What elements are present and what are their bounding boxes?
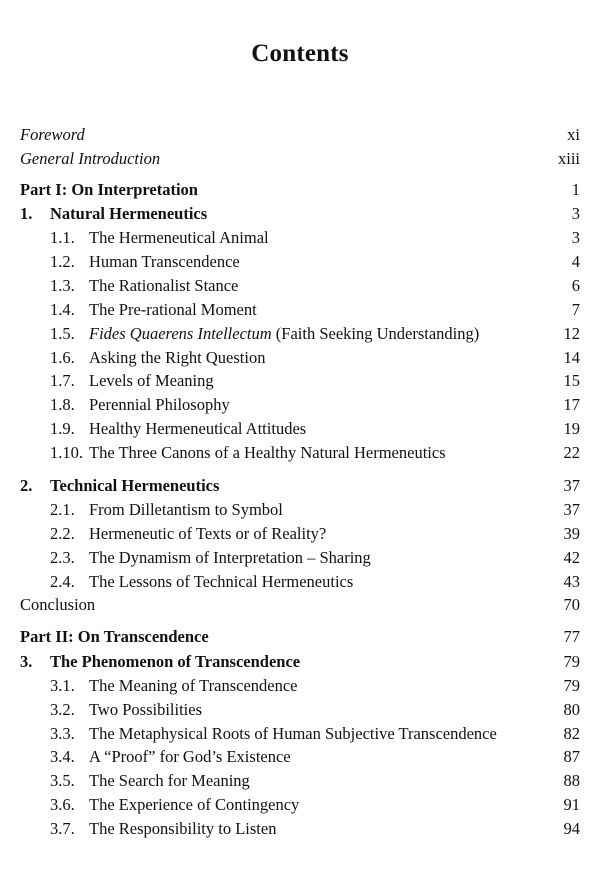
toc-section-1-4[interactable]: [0, 299, 600, 321]
toc-section-3-1[interactable]: [0, 675, 600, 697]
entry-label: The Pre-rational Moment: [89, 300, 257, 319]
entry-number: 3.6.: [50, 795, 75, 814]
toc-part-2[interactable]: [0, 626, 600, 648]
toc-section-1-3[interactable]: [0, 275, 600, 297]
entry-page: 42: [563, 548, 580, 567]
entry-label: Foreword: [20, 125, 85, 144]
toc-chapter-3[interactable]: [0, 651, 600, 673]
entry-number: 3.1.: [50, 676, 75, 695]
page-title: Contents: [251, 40, 349, 67]
entry-page: 3: [571, 204, 580, 223]
entry-number: 2.1.: [50, 500, 75, 519]
entry-page: xi: [567, 125, 580, 144]
entry-number: 1.2.: [50, 252, 75, 271]
toc-section-3-2[interactable]: [0, 699, 600, 721]
toc-section-2-3[interactable]: [0, 547, 600, 569]
entry-number: 2.4.: [50, 572, 75, 591]
entry-number: 1.4.: [50, 300, 75, 319]
entry-page: 17: [563, 395, 580, 414]
entry-label: Asking the Right Question: [89, 348, 266, 367]
entry-label: The Search for Meaning: [89, 771, 250, 790]
entry-label: Two Possibilities: [89, 700, 202, 719]
entry-number: 2.: [20, 476, 33, 495]
entry-label: General Introduction: [20, 149, 161, 168]
entry-label: From Dilletantism to Symbol: [89, 500, 283, 519]
entry-label: Perennial Philosophy: [89, 395, 230, 414]
toc-chapter-1[interactable]: [0, 203, 600, 225]
toc-section-3-7[interactable]: [0, 818, 600, 840]
toc-entry-foreword[interactable]: [0, 124, 600, 146]
entry-page: 7: [571, 300, 580, 319]
toc-section-1-10[interactable]: [0, 442, 600, 464]
entry-number: 1.3.: [50, 276, 75, 295]
entry-label-italic: Fides Quaerens Intellectum: [89, 324, 272, 343]
entry-number: 3.: [20, 652, 33, 671]
entry-label: A “Proof” for God’s Existence: [89, 747, 291, 766]
toc-section-1-2[interactable]: [0, 251, 600, 273]
toc-section-2-1[interactable]: [0, 499, 600, 521]
entry-label: Part I: On Interpretation: [20, 180, 198, 199]
entry-page: 91: [563, 795, 580, 814]
entry-page: xiii: [557, 149, 580, 168]
entry-number: 1.: [20, 204, 33, 223]
toc-section-3-4[interactable]: [0, 746, 600, 768]
entry-number: 2.3.: [50, 548, 75, 567]
entry-page: 94: [563, 819, 580, 838]
entry-number: 1.9.: [50, 419, 75, 438]
entry-label: The Three Canons of a Healthy Natural Hermeneutics: [89, 443, 446, 462]
toc-section-3-3[interactable]: [0, 723, 600, 745]
entry-page: 6: [571, 276, 580, 295]
entry-label: Technical Hermeneutics: [50, 476, 220, 495]
entry-label: The Phenomenon of Transcendence: [50, 652, 301, 671]
entry-number: 1.8.: [50, 395, 75, 414]
entry-label: The Responsibility to Listen: [89, 819, 277, 838]
entry-label: Human Transcendence: [89, 252, 240, 271]
entry-page: 4: [571, 252, 580, 271]
entry-label: The Meaning of Transcendence: [89, 676, 298, 695]
toc-section-3-5[interactable]: [0, 770, 600, 792]
entry-label: The Metaphysical Roots of Human Subjective Transcendence: [89, 724, 497, 743]
entry-label: The Rationalist Stance: [89, 276, 239, 295]
entry-page: 14: [563, 348, 580, 367]
entry-page: 3: [571, 228, 580, 247]
entry-page: 1: [571, 180, 580, 199]
entry-number: 1.5.: [50, 324, 75, 343]
entry-number: 3.3.: [50, 724, 75, 743]
toc-section-3-6[interactable]: [0, 794, 600, 816]
entry-number: 1.10.: [50, 443, 83, 462]
toc-section-1-8[interactable]: [0, 394, 600, 416]
entry-page: 79: [563, 676, 580, 695]
toc-section-1-7[interactable]: [0, 370, 600, 392]
entry-page: 15: [563, 371, 580, 390]
entry-page: 12: [563, 324, 580, 343]
entry-number: 2.2.: [50, 524, 75, 543]
toc-chapter-2[interactable]: [0, 475, 600, 497]
entry-label: The Lessons of Technical Hermeneutics: [89, 572, 354, 591]
entry-page: 37: [563, 476, 580, 495]
entry-label: Hermeneutic of Texts or of Reality?: [89, 524, 327, 543]
entry-page: 87: [563, 747, 580, 766]
entry-number: 1.6.: [50, 348, 75, 367]
toc-section-1-1[interactable]: [0, 227, 600, 249]
entry-page: 39: [563, 524, 580, 543]
entry-number: 3.2.: [50, 700, 75, 719]
entry-page: 80: [563, 700, 580, 719]
entry-page: 77: [563, 627, 580, 646]
entry-page: 82: [563, 724, 580, 743]
entry-page: 79: [563, 652, 580, 671]
entry-label: The Dynamism of Interpretation – Sharing: [89, 548, 371, 567]
toc-section-2-2[interactable]: [0, 523, 600, 545]
entry-page: 43: [563, 572, 580, 591]
entry-label: The Experience of Contingency: [89, 795, 300, 814]
entry-label: [89, 323, 479, 345]
entry-page: 37: [563, 500, 580, 519]
entry-label: Natural Hermeneutics: [50, 204, 208, 223]
entry-label: Healthy Hermeneutical Attitudes: [89, 419, 307, 438]
toc-part-1[interactable]: [0, 179, 600, 201]
entry-page: 19: [563, 419, 580, 438]
toc-section-1-6[interactable]: [0, 347, 600, 369]
entry-number: 3.4.: [50, 747, 75, 766]
entry-label: The Hermeneutical Animal: [89, 228, 269, 247]
entry-page: 88: [563, 771, 580, 790]
entry-label: Levels of Meaning: [89, 371, 214, 390]
toc-section-2-4[interactable]: [0, 571, 600, 593]
toc-section-1-5[interactable]: [0, 323, 600, 345]
entry-label: Conclusion: [20, 595, 96, 614]
entry-number: 1.1.: [50, 228, 75, 247]
toc-entry-conclusion[interactable]: [0, 594, 600, 616]
entry-number: 1.7.: [50, 371, 75, 390]
entry-page: 70: [563, 595, 580, 614]
entry-number: 3.5.: [50, 771, 75, 790]
entry-page: 22: [563, 443, 580, 462]
entry-number: 3.7.: [50, 819, 75, 838]
toc-section-1-9[interactable]: [0, 418, 600, 440]
entry-label-rest: (Faith Seeking Understanding): [271, 324, 480, 343]
toc-entry-general-introduction[interactable]: [0, 148, 600, 170]
entry-label: Part II: On Transcendence: [20, 627, 209, 646]
